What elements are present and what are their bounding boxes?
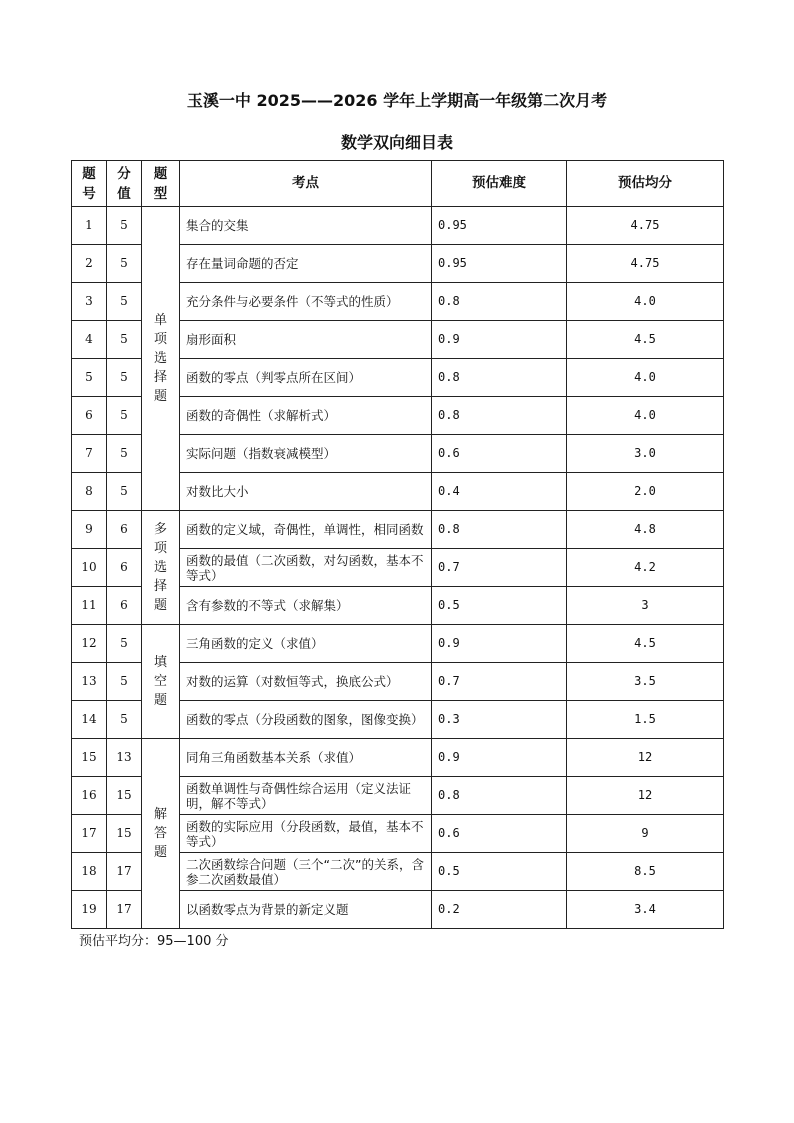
question-average: 4.0 — [567, 283, 724, 321]
question-number: 4 — [72, 321, 107, 359]
question-average: 8.5 — [567, 853, 724, 891]
table-row — [72, 739, 724, 777]
question-average: 3.5 — [567, 663, 724, 701]
question-topic — [180, 701, 432, 739]
question-topic-text: 集合的交集 — [186, 218, 249, 233]
question-topic — [180, 397, 432, 435]
question-type-label: 解答题 — [153, 807, 167, 860]
question-average: 4.2 — [567, 549, 724, 587]
question-average: 3.0 — [567, 435, 724, 473]
question-topic — [180, 587, 432, 625]
question-number: 19 — [72, 891, 107, 929]
question-type-fill — [142, 625, 180, 739]
question-number: 17 — [72, 815, 107, 853]
question-score: 17 — [107, 853, 142, 891]
question-topic-text: 函数的实际应用（分段函数，最值，基本不等式） — [186, 818, 424, 849]
page-subtitle: 数学双向细目表 — [340, 133, 453, 152]
question-difficulty: 0.5 — [432, 853, 567, 891]
question-topic-text: 同角三角函数基本关系（求值） — [186, 750, 362, 765]
question-topic — [180, 321, 432, 359]
question-score: 6 — [107, 511, 142, 549]
header-topic: 考点 — [180, 161, 432, 207]
question-topic — [180, 815, 432, 853]
question-type-label: 多项选择题 — [153, 522, 167, 613]
question-number: 12 — [72, 625, 107, 663]
question-average: 4.75 — [567, 245, 724, 283]
header-score: 分值 — [107, 161, 142, 207]
question-average: 3 — [567, 587, 724, 625]
question-difficulty: 0.9 — [432, 739, 567, 777]
question-topic — [180, 359, 432, 397]
question-topic — [180, 739, 432, 777]
question-score: 17 — [107, 891, 142, 929]
question-topic — [180, 435, 432, 473]
question-difficulty: 0.6 — [432, 435, 567, 473]
question-topic — [180, 625, 432, 663]
question-topic-text: 函数单调性与奇偶性综合运用（定义法证明，解不等式） — [186, 780, 412, 811]
question-number: 1 — [72, 207, 107, 245]
question-score: 5 — [107, 207, 142, 245]
question-difficulty: 0.8 — [432, 511, 567, 549]
question-topic-text: 三角函数的定义（求值） — [186, 636, 324, 651]
question-topic-text: 对数比大小 — [186, 484, 249, 499]
question-number: 18 — [72, 853, 107, 891]
question-difficulty: 0.9 — [432, 321, 567, 359]
question-number: 13 — [72, 663, 107, 701]
question-type-label: 单项选择题 — [153, 313, 167, 404]
question-score: 5 — [107, 435, 142, 473]
header-avg: 预估均分 — [567, 161, 724, 207]
question-average: 12 — [567, 739, 724, 777]
question-score: 6 — [107, 549, 142, 587]
question-type-single — [142, 207, 180, 511]
question-topic-text: 函数的零点（判零点所在区间） — [186, 370, 362, 385]
question-topic — [180, 663, 432, 701]
page-title: 玉溪一中 2025——2026 学年上学期高一年级第二次月考 — [186, 91, 608, 110]
question-average: 4.0 — [567, 359, 724, 397]
question-topic — [180, 473, 432, 511]
question-score: 6 — [107, 587, 142, 625]
question-score: 5 — [107, 283, 142, 321]
question-number: 7 — [72, 435, 107, 473]
spec-table — [71, 160, 724, 929]
question-score: 5 — [107, 625, 142, 663]
question-score: 5 — [107, 359, 142, 397]
question-topic-text: 函数的零点（分段函数的图象，图像变换） — [186, 712, 424, 727]
question-difficulty: 0.2 — [432, 891, 567, 929]
question-topic — [180, 511, 432, 549]
question-difficulty: 0.3 — [432, 701, 567, 739]
question-number: 2 — [72, 245, 107, 283]
question-type-label: 填空题 — [153, 655, 167, 708]
question-topic-text: 对数的运算（对数恒等式，换底公式） — [186, 674, 399, 689]
question-number: 5 — [72, 359, 107, 397]
question-topic-text: 函数的奇偶性（求解析式） — [186, 408, 337, 423]
question-number: 15 — [72, 739, 107, 777]
question-score: 5 — [107, 701, 142, 739]
question-score: 15 — [107, 777, 142, 815]
question-average: 4.5 — [567, 321, 724, 359]
question-topic — [180, 245, 432, 283]
question-average: 4.75 — [567, 207, 724, 245]
question-number: 16 — [72, 777, 107, 815]
estimated-average: 预估平均分：95—100 分 — [79, 934, 229, 949]
header-difficulty: 预估难度 — [432, 161, 567, 207]
table-row — [72, 511, 724, 549]
question-topic-text: 函数的定义域，奇偶性，单调性，相同函数 — [186, 522, 424, 537]
question-difficulty: 0.95 — [432, 245, 567, 283]
question-topic — [180, 283, 432, 321]
question-topic-text: 扇形面积 — [186, 332, 237, 347]
question-topic — [180, 549, 432, 587]
table-row — [72, 207, 724, 245]
question-difficulty: 0.8 — [432, 397, 567, 435]
question-difficulty: 0.8 — [432, 359, 567, 397]
table-row — [72, 625, 724, 663]
question-difficulty: 0.5 — [432, 587, 567, 625]
question-average: 4.5 — [567, 625, 724, 663]
header-number: 题号 — [72, 161, 107, 207]
question-topic — [180, 853, 432, 891]
question-difficulty: 0.8 — [432, 283, 567, 321]
question-score: 15 — [107, 815, 142, 853]
question-topic-text: 二次函数综合问题（三个“二次”的关系，含参二次函数最值） — [186, 856, 424, 887]
question-score: 5 — [107, 663, 142, 701]
question-difficulty: 0.6 — [432, 815, 567, 853]
question-topic-text: 存在量词命题的否定 — [186, 256, 299, 271]
question-topic-text: 以函数零点为背景的新定义题 — [186, 902, 349, 917]
question-average: 2.0 — [567, 473, 724, 511]
question-topic-text: 函数的最值（二次函数，对勾函数，基本不等式） — [186, 552, 424, 583]
question-topic-text: 含有参数的不等式（求解集） — [186, 598, 349, 613]
question-number: 11 — [72, 587, 107, 625]
question-number: 3 — [72, 283, 107, 321]
question-average: 3.4 — [567, 891, 724, 929]
question-average: 1.5 — [567, 701, 724, 739]
question-average: 4.8 — [567, 511, 724, 549]
question-difficulty: 0.95 — [432, 207, 567, 245]
question-topic-text: 充分条件与必要条件（不等式的性质） — [186, 294, 399, 309]
question-topic — [180, 891, 432, 929]
table-header-row — [72, 161, 724, 207]
question-type-answer — [142, 739, 180, 929]
question-difficulty: 0.9 — [432, 625, 567, 663]
question-average: 9 — [567, 815, 724, 853]
header-type: 题型 — [142, 161, 180, 207]
question-score: 5 — [107, 245, 142, 283]
question-number: 8 — [72, 473, 107, 511]
question-topic — [180, 207, 432, 245]
question-difficulty: 0.7 — [432, 663, 567, 701]
question-difficulty: 0.8 — [432, 777, 567, 815]
question-score: 5 — [107, 321, 142, 359]
question-number: 14 — [72, 701, 107, 739]
question-average: 12 — [567, 777, 724, 815]
question-topic — [180, 777, 432, 815]
question-type-multi — [142, 511, 180, 625]
question-number: 6 — [72, 397, 107, 435]
question-difficulty: 0.4 — [432, 473, 567, 511]
question-difficulty: 0.7 — [432, 549, 567, 587]
question-number: 9 — [72, 511, 107, 549]
question-score: 5 — [107, 397, 142, 435]
question-score: 5 — [107, 473, 142, 511]
question-topic-text: 实际问题（指数衰减模型） — [186, 446, 337, 461]
question-number: 10 — [72, 549, 107, 587]
question-score: 13 — [107, 739, 142, 777]
question-average: 4.0 — [567, 397, 724, 435]
